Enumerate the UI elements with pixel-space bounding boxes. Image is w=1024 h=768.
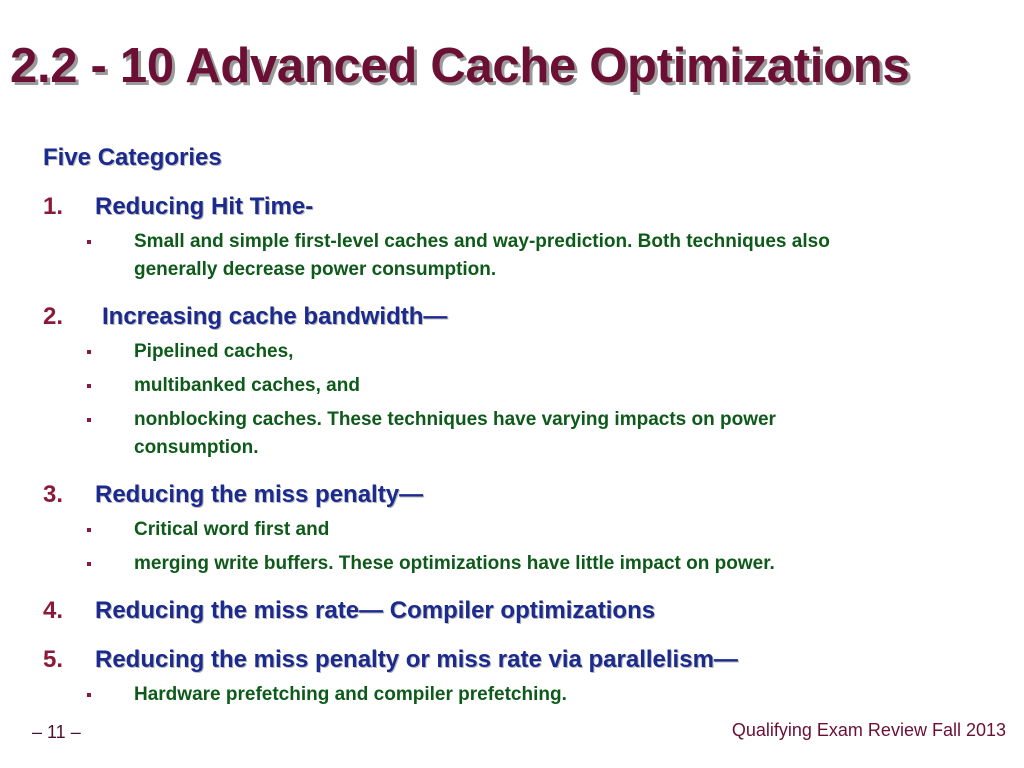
list-item xyxy=(43,516,834,544)
square-bullet-icon xyxy=(87,693,91,697)
list-item xyxy=(43,681,834,709)
footer-course-title: Qualifying Exam Review Fall 2013 xyxy=(731,720,1006,740)
list-item-text: nonblocking caches. These techniques have varying impacts on power consumption. xyxy=(134,409,776,458)
category-1-items xyxy=(43,228,983,284)
square-bullet-icon xyxy=(87,384,91,388)
category-label: Reducing the miss penalty or miss rate via parallelism— xyxy=(95,646,738,673)
list-item-text: Hardware prefetching and compiler prefetching. xyxy=(134,684,567,705)
category-number: 2. xyxy=(43,303,64,330)
list-item-text: Critical word first and xyxy=(134,519,330,540)
square-bullet-icon xyxy=(87,418,91,422)
category-3-items xyxy=(43,516,983,578)
square-bullet-icon xyxy=(87,562,91,566)
list-item xyxy=(43,406,834,462)
category-4 xyxy=(43,595,983,627)
square-bullet-icon xyxy=(87,528,91,532)
category-1 xyxy=(43,191,983,223)
list-item xyxy=(43,228,834,284)
category-number: 3. xyxy=(43,481,64,508)
page-number: – 11 – xyxy=(32,722,81,742)
slide-body xyxy=(43,142,983,715)
category-number: 4. xyxy=(43,597,64,624)
category-label: Reducing the miss rate— Compiler optimizations xyxy=(95,597,656,624)
category-label: Increasing cache bandwidth— xyxy=(102,303,448,330)
category-2 xyxy=(43,301,983,333)
category-2-items xyxy=(43,338,983,462)
category-3 xyxy=(43,479,983,511)
list-item-text: multibanked caches, and xyxy=(134,375,360,396)
square-bullet-icon xyxy=(87,350,91,354)
list-item-text: Pipelined caches, xyxy=(134,341,294,362)
slide-title: 2.2 - 10 Advanced Cache Optimizations xyxy=(10,39,910,93)
list-item xyxy=(43,372,834,400)
square-bullet-icon xyxy=(87,240,91,244)
category-label: Reducing the miss penalty— xyxy=(95,481,424,508)
list-item xyxy=(43,338,834,366)
category-label: Reducing Hit Time- xyxy=(95,193,314,220)
list-item xyxy=(43,550,834,578)
category-5 xyxy=(43,644,983,676)
category-number: 5. xyxy=(43,646,64,673)
section-heading: Five Categories xyxy=(43,144,222,171)
category-number: 1. xyxy=(43,193,64,220)
list-item-text: merging write buffers. These optimizations have little impact on power. xyxy=(134,553,775,574)
list-item-text: Small and simple first-level caches and way-prediction. Both techniques also generally decrease power consumption. xyxy=(134,231,830,280)
category-5-items xyxy=(43,681,983,709)
